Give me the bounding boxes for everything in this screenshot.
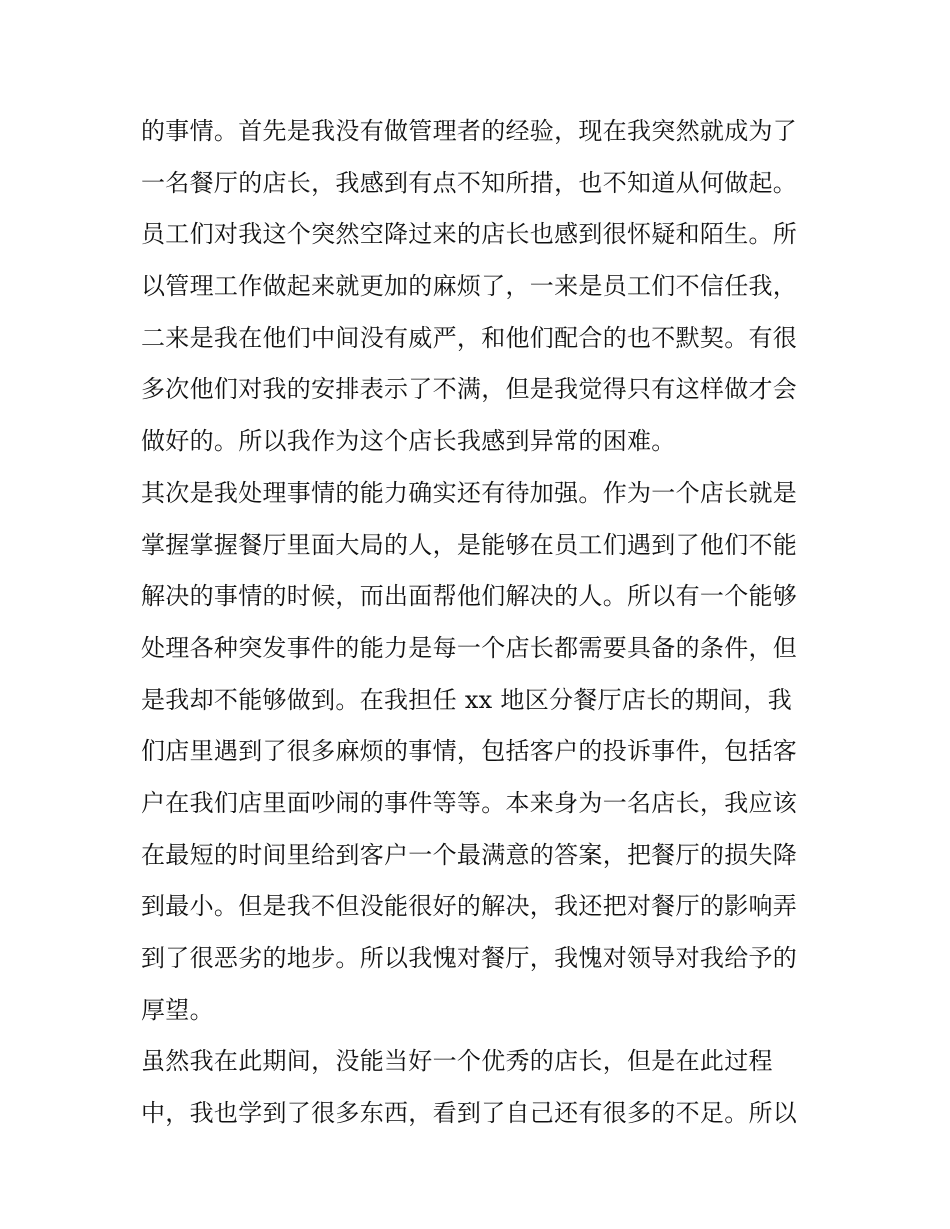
text-line: 掌握掌握餐厅里面大局的人，是能够在员工们遇到了他们不能 [141, 530, 798, 559]
text-line: 到了很恶劣的地步。所以我愧对餐厅，我愧对领导对我给予的 [141, 944, 798, 972]
text-line: 一名餐厅的店长，我感到有点不知所措，也不知道从何做起。 [141, 168, 798, 197]
body-text [141, 106, 821, 1140]
text-line: 户在我们店里面吵闹的事件等等。本来身为一名店长，我应该 [141, 788, 798, 817]
text-line: 处理各种突发事件的能力是每一个店长都需要具备的条件，但 [141, 633, 798, 662]
text-line: 解决的事情的时候，而出面帮他们解决的人。所以有一个能够 [141, 582, 798, 611]
text-line: 其次是我处理事情的能力确实还有待加强。作为一个店长就是 [141, 478, 798, 507]
text-line: 们店里遇到了很多麻烦的事情，包括客户的投诉事件，包括客 [141, 737, 798, 766]
text-line: 在最短的时间里给到客户一个最满意的答案，把餐厅的损失降 [141, 840, 798, 869]
text-line: 虽然我在此期间，没能当好一个优秀的店长，但是在此过程 [141, 1047, 773, 1076]
text-line: 以管理工作做起来就更加的麻烦了，一来是员工们不信任我， [141, 272, 798, 301]
text-line: 到最小。但是我不但没能很好的解决，我还把对餐厅的影响弄 [141, 892, 798, 921]
text-line: 员工们对我这个突然空降过来的店长也感到很怀疑和陌生。所 [141, 220, 798, 249]
text-line: 的事情。首先是我没有做管理者的经验，现在我突然就成为了 [141, 117, 798, 145]
text-line: 多次他们对我的安排表示了不满，但是我觉得只有这样做才会 [141, 375, 798, 404]
text-line: 是我却不能够做到。在我担任 xx 地区分餐厅店长的期间，我 [141, 685, 793, 714]
text-line: 做好的。所以我作为这个店长我感到异常的困难。 [141, 427, 676, 456]
text-line: 二来是我在他们中间没有威严，和他们配合的也不默契。有很 [141, 323, 798, 352]
text-line: 中，我也学到了很多东西，看到了自己还有很多的不足。所以 [141, 1099, 798, 1128]
text-line: 厚望。 [141, 995, 214, 1024]
